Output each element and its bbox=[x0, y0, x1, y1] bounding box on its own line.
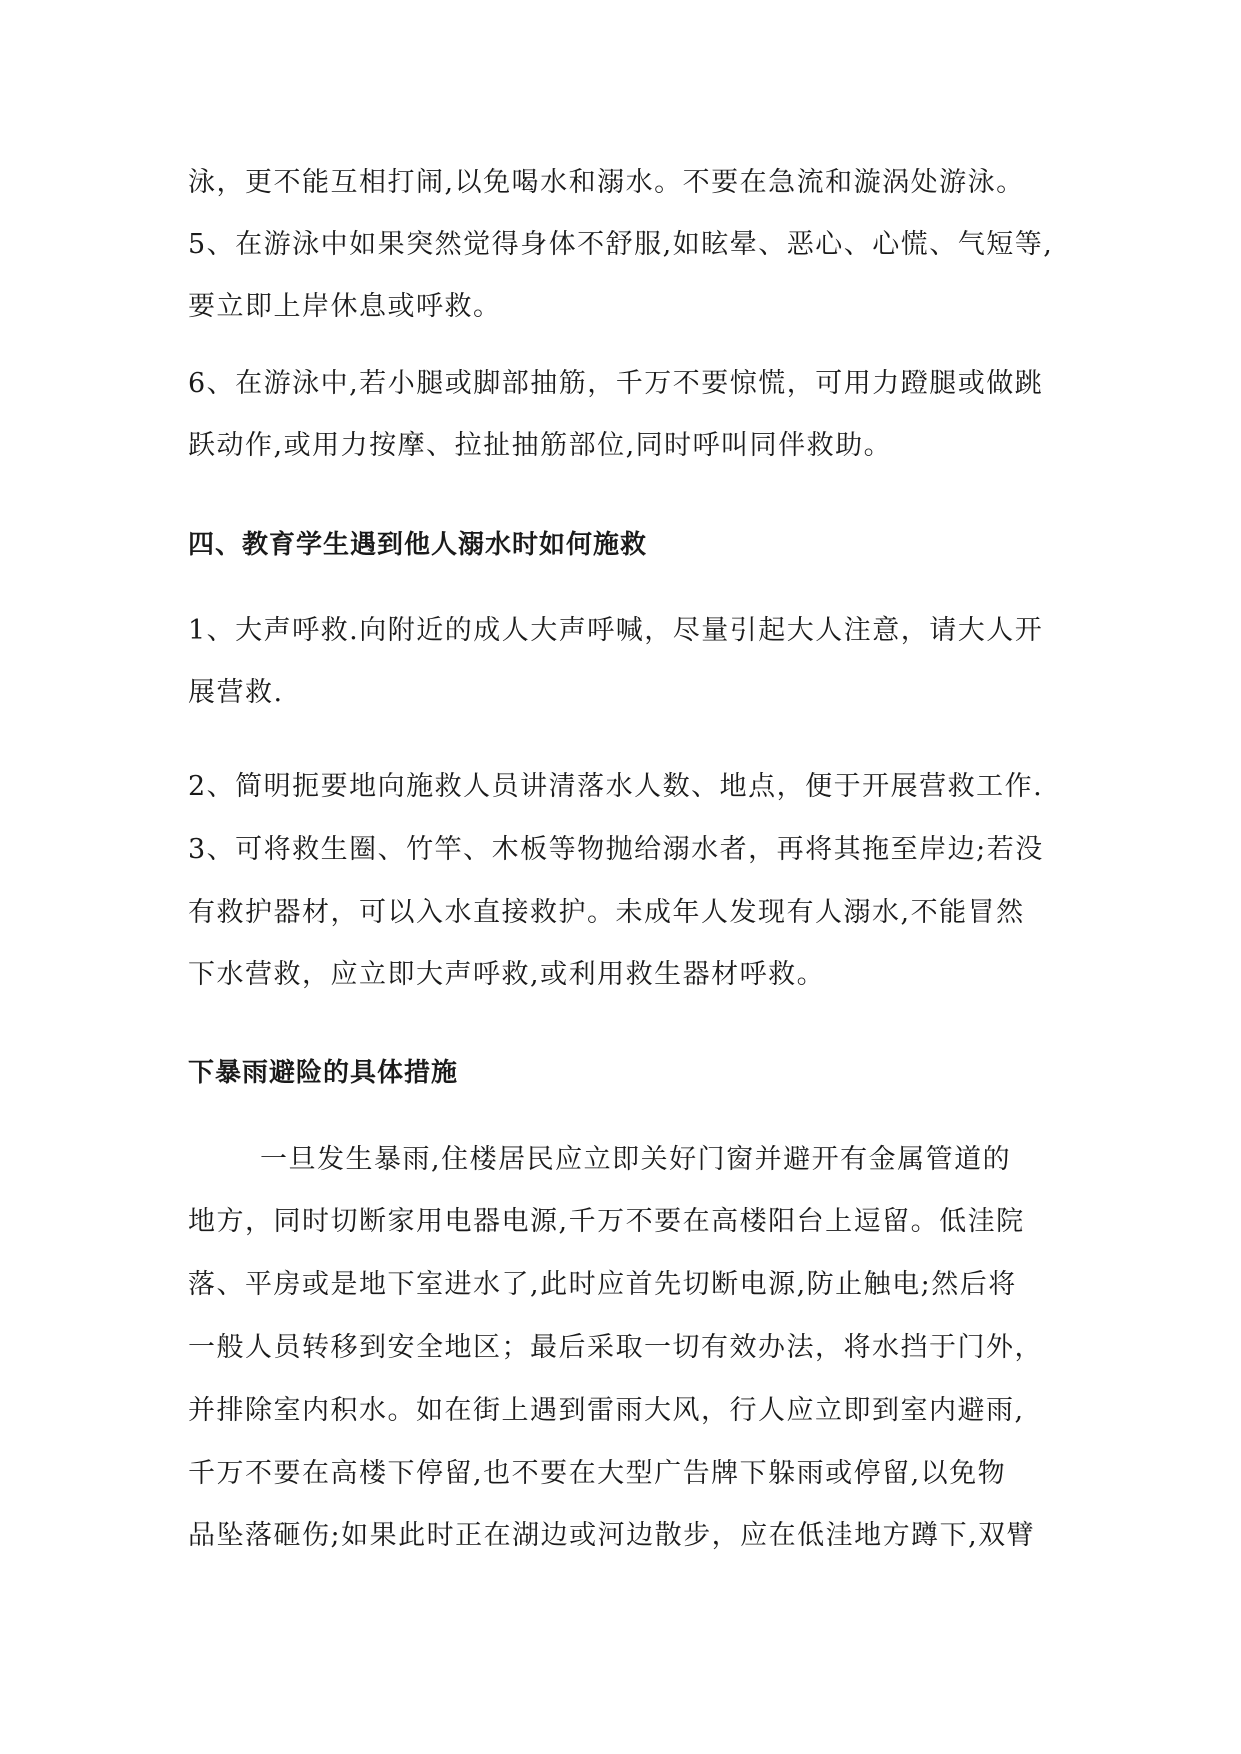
section-heading: 四、教育学生遇到他人溺水时如何施救 bbox=[188, 530, 648, 560]
paragraph-line: 品坠落砸伤;如果此时正在湖边或河边散步，应在低洼地方蹲下,双臂 bbox=[188, 1520, 1036, 1551]
paragraph-line: 落、平房或是地下室进水了,此时应首先切断电源,防止触电;然后将 bbox=[188, 1269, 1017, 1300]
paragraph-line: 要立即上岸休息或呼救。 bbox=[188, 291, 502, 322]
paragraph-line: 泳，更不能互相打闹,以免喝水和溺水。不要在急流和漩涡处游泳。 bbox=[188, 167, 1025, 198]
paragraph-line: 2、简明扼要地向施救人员讲清落水人数、地点，便于开展营救工作. bbox=[188, 771, 1044, 802]
paragraph-line: 5、在游泳中如果突然觉得身体不舒服,如眩晕、恶心、心慌、气短等, bbox=[188, 229, 1054, 260]
paragraph-line: 地方，同时切断家用电器电源,千万不要在高楼阳台上逗留。低洼院 bbox=[188, 1206, 1025, 1237]
paragraph-line: 6、在游泳中,若小腿或脚部抽筋，千万不要惊慌，可用力蹬腿或做跳 bbox=[188, 368, 1044, 399]
paragraph-line: 展营救. bbox=[188, 677, 284, 708]
section-heading: 下暴雨避险的具体措施 bbox=[188, 1058, 459, 1088]
paragraph-line: 3、可将救生圈、竹竿、木板等物抛给溺水者，再将其拖至岸边;若没 bbox=[188, 834, 1044, 865]
paragraph-line: 下水营救，应立即大声呼救,或利用救生器材呼救。 bbox=[188, 959, 826, 990]
paragraph-line: 有救护器材，可以入水直接救护。未成年人发现有人溺水,不能冒然 bbox=[188, 897, 1025, 928]
paragraph-line: 跃动作,或用力按摩、拉扯抽筋部位,同时呼叫同伴救助。 bbox=[188, 430, 893, 461]
paragraph-line: 千万不要在高楼下停留,也不要在大型广告牌下躲雨或停留,以免物 bbox=[188, 1458, 1007, 1489]
paragraph-line: 并排除室内积水。如在街上遇到雷雨大风，行人应立即到室内避雨, bbox=[188, 1395, 1025, 1426]
paragraph-line: 一般人员转移到安全地区；最后采取一切有效办法，将水挡于门外， bbox=[188, 1332, 1043, 1363]
paragraph-line: 一旦发生暴雨,住楼居民应立即关好门窗并避开有金属管道的 bbox=[260, 1144, 1012, 1175]
paragraph-line: 1、大声呼救.向附近的成人大声呼喊，尽量引起大人注意，请大人开 bbox=[188, 615, 1044, 646]
